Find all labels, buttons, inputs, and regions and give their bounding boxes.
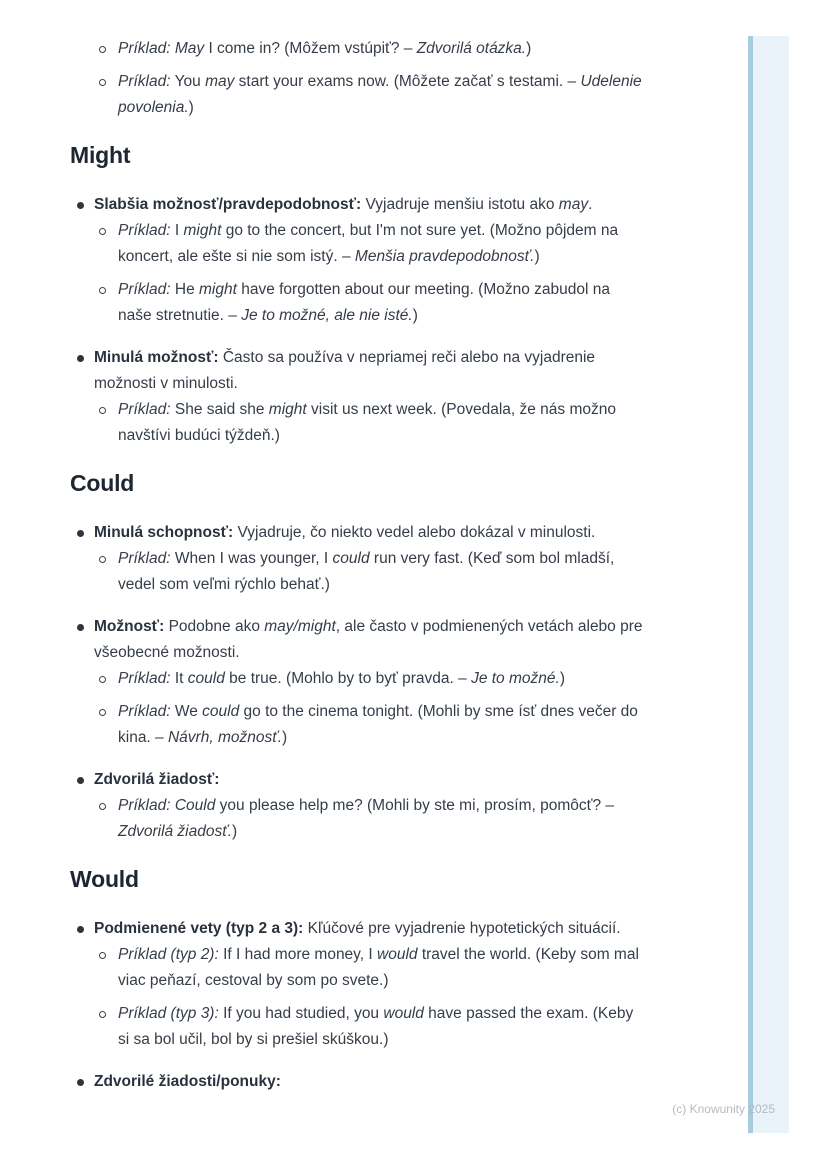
text-segment: have forgotten about our meeting. (Možno zabudol na naše stretnutie. –	[118, 281, 611, 324]
text-segment: Návrh, možnosť.	[167, 729, 283, 746]
disc-bullet-icon	[77, 1079, 84, 1086]
text-segment: you please help me? (Mohli by ste mi, prosím, pomôcť? –	[215, 797, 615, 814]
text-segment: have passed the exam. (Keby si sa bol učil, bol by si prešiel skúškou.)	[118, 1005, 634, 1048]
sub-bullet-text	[118, 1001, 645, 1053]
text-segment: )	[559, 670, 565, 687]
sub-bullet-text	[118, 699, 645, 751]
sub-bullet-list	[70, 942, 645, 1053]
bullet-row	[70, 614, 645, 666]
bullet-text	[94, 767, 645, 793]
bullet-item	[70, 916, 645, 1053]
text-segment: would	[383, 1005, 424, 1022]
sub-bullet-row	[70, 942, 645, 994]
text-segment: Príklad:	[118, 401, 171, 418]
text-segment: start your exams now. (Môžete začať s testami. –	[234, 73, 581, 90]
sub-bullet-item	[70, 942, 645, 994]
bullet-item	[70, 345, 645, 449]
disc-bullet-icon	[77, 355, 84, 362]
sub-bullet-row	[70, 36, 645, 62]
text-segment: Často sa používa v nepriamej reči alebo na vyjadrenie možnosti v minulosti.	[94, 349, 596, 392]
sub-bullet-item	[70, 699, 645, 751]
bullet-row	[70, 520, 645, 546]
sub-bullet-text	[118, 793, 645, 845]
bullet-list	[70, 916, 645, 1095]
sub-bullet-row	[70, 277, 645, 329]
circle-bullet-icon	[99, 709, 106, 716]
bullet-row	[70, 1069, 645, 1095]
text-segment: Príklad (typ 2):	[118, 946, 219, 963]
circle-bullet-icon	[99, 79, 106, 86]
sub-bullet-row	[70, 1001, 645, 1053]
text-segment: visit us next week. (Povedala, že nás možno navštívi budúci týždeň.)	[118, 401, 616, 444]
sub-bullet-item	[70, 397, 645, 449]
sub-bullet-text	[118, 277, 645, 329]
text-segment: Možnosť:	[94, 618, 165, 635]
text-segment: Podmienené vety (typ 2 a 3):	[94, 920, 304, 937]
text-segment: It	[170, 670, 188, 687]
bullet-list	[70, 520, 645, 845]
text-segment: I	[170, 222, 184, 239]
sub-bullet-row	[70, 397, 645, 449]
text-segment: Zdvorilé žiadosti/ponuky:	[94, 1073, 281, 1090]
scrollbar[interactable]	[748, 36, 789, 1133]
text-segment: Zdvorilá žiadosť.	[118, 823, 233, 840]
bullet-text	[94, 192, 645, 218]
text-segment: Vyjadruje, čo niekto vedel alebo dokázal v minulosti.	[233, 524, 596, 541]
text-segment: I come in? (Môžem vstúpiť? –	[204, 40, 417, 57]
text-segment: Príklad:	[118, 73, 171, 90]
bullet-text	[94, 916, 645, 942]
sub-bullet-text	[118, 942, 645, 994]
sub-bullet-item	[70, 666, 645, 692]
text-segment: If you had studied, you	[218, 1005, 384, 1022]
text-segment: might	[183, 222, 222, 239]
text-segment: Príklad:	[118, 550, 171, 567]
text-segment: He	[170, 281, 199, 298]
sub-bullet-row	[70, 699, 645, 751]
text-segment: may	[558, 196, 589, 213]
sub-bullet-list	[70, 666, 645, 751]
circle-bullet-icon	[99, 952, 106, 959]
sub-bullet-item	[70, 277, 645, 329]
text-segment: She said she	[170, 401, 269, 418]
text-segment: Príklad:	[118, 281, 171, 298]
text-segment: Slabšia možnosť/pravdepodobnosť:	[94, 196, 362, 213]
text-segment: , ale často v podmienených vetách alebo pre všeobecné možnosti.	[94, 618, 643, 661]
text-segment: Príklad (typ 3):	[118, 1005, 219, 1022]
sub-bullet-text	[118, 397, 645, 449]
sub-bullet-row	[70, 666, 645, 692]
text-segment: would	[377, 946, 418, 963]
text-segment: Vyjadruje menšiu istotu ako	[361, 196, 559, 213]
text-segment: could	[187, 670, 225, 687]
bullet-row	[70, 916, 645, 942]
text-segment: may	[205, 73, 235, 90]
text-segment: Je to možné, ale nie isté.	[241, 307, 413, 324]
circle-bullet-icon	[99, 287, 106, 294]
document-content	[70, 36, 645, 1095]
circle-bullet-icon	[99, 1011, 106, 1018]
text-segment: We	[170, 703, 203, 720]
text-segment: You	[170, 73, 206, 90]
text-segment: Príklad:	[118, 670, 171, 687]
sub-bullet-item	[70, 69, 645, 121]
section-heading-would: Would	[70, 866, 139, 892]
circle-bullet-icon	[99, 228, 106, 235]
disc-bullet-icon	[77, 926, 84, 933]
text-segment: Podobne ako	[164, 618, 265, 635]
text-segment: go to the cinema tonight. (Mohli by sme ísť dnes večer do kina. –	[118, 703, 638, 746]
text-segment: Príklad:	[118, 222, 171, 239]
bullet-row	[70, 192, 645, 218]
circle-bullet-icon	[99, 676, 106, 683]
sub-bullet-text	[118, 666, 645, 692]
text-segment: When I was younger, I	[170, 550, 333, 567]
sub-bullet-text	[118, 546, 645, 598]
sub-bullet-list	[70, 218, 645, 329]
sub-bullet-row	[70, 546, 645, 598]
text-segment: be true. (Mohlo by to byť pravda. –	[224, 670, 472, 687]
sub-bullet-text	[118, 69, 645, 121]
text-segment: go to the concert, but I'm not sure yet. (Možno pôjdem na koncert, ale ešte si nie som istý. –	[118, 222, 619, 265]
bullet-list	[70, 192, 645, 449]
text-segment: Príklad: May	[118, 40, 205, 57]
text-segment: Minulá schopnosť:	[94, 524, 234, 541]
text-segment: Príklad: Could	[118, 797, 216, 814]
bullet-text	[94, 345, 645, 397]
text-segment: may/might	[264, 618, 336, 635]
text-segment: Je to možné.	[471, 670, 560, 687]
sub-bullet-row	[70, 218, 645, 270]
text-segment: might	[268, 401, 307, 418]
disc-bullet-icon	[77, 624, 84, 631]
bullet-text	[94, 1069, 645, 1095]
sub-bullet-item	[70, 36, 645, 62]
sub-bullet-row	[70, 793, 645, 845]
text-segment: )	[188, 99, 194, 116]
text-segment: )	[282, 729, 288, 746]
text-segment: )	[526, 40, 532, 57]
circle-bullet-icon	[99, 46, 106, 53]
section-heading-could: Could	[70, 470, 135, 496]
text-segment: )	[534, 248, 540, 265]
sub-bullet-text	[118, 218, 645, 270]
bullet-item	[70, 520, 645, 598]
circle-bullet-icon	[99, 803, 106, 810]
sub-bullet-item	[70, 218, 645, 270]
bullet-row	[70, 345, 645, 397]
bullet-item	[70, 767, 645, 845]
sub-bullet-item	[70, 546, 645, 598]
text-segment: If I had more money, I	[218, 946, 378, 963]
sub-bullet-item	[70, 1001, 645, 1053]
text-segment: run very fast. (Keď som bol mladší, vedel som veľmi rýchlo behať.)	[118, 550, 615, 593]
text-segment: might	[199, 281, 237, 298]
text-segment: travel the world. (Keby som mal viac peňazí, cestoval by som po svete.)	[118, 946, 639, 989]
text-segment: Udelenie povolenia.	[118, 73, 642, 116]
sub-bullet-list	[70, 793, 645, 845]
copyright-watermark: (c) Knowunity 2025	[672, 1102, 775, 1116]
sub-bullet-item	[70, 793, 645, 845]
disc-bullet-icon	[77, 530, 84, 537]
sub-bullet-list	[70, 546, 645, 598]
sub-bullet-row	[70, 69, 645, 121]
circle-bullet-icon	[99, 556, 106, 563]
bullet-item	[70, 1069, 645, 1095]
text-segment: Zdvorilá žiadosť:	[94, 771, 220, 788]
bullet-text	[94, 520, 645, 546]
text-segment: )	[412, 307, 418, 324]
bullet-row	[70, 767, 645, 793]
text-segment: could	[202, 703, 240, 720]
circle-bullet-icon	[99, 407, 106, 414]
bullet-item	[70, 192, 645, 329]
bullet-item	[70, 614, 645, 751]
text-segment: Zdvorilá otázka.	[416, 40, 527, 57]
text-segment: .	[588, 196, 593, 213]
sub-bullet-list	[70, 397, 645, 449]
disc-bullet-icon	[77, 777, 84, 784]
section-heading-might: Might	[70, 142, 131, 168]
bullet-text	[94, 614, 645, 666]
disc-bullet-icon	[77, 202, 84, 209]
text-segment: Minulá možnosť:	[94, 349, 219, 366]
text-segment: could	[332, 550, 370, 567]
text-segment: Príklad:	[118, 703, 171, 720]
sub-bullet-text	[118, 36, 645, 62]
text-segment: )	[232, 823, 238, 840]
sub-bullet-list	[70, 36, 645, 121]
text-segment: Kľúčové pre vyjadrenie hypotetických situácií.	[303, 920, 621, 937]
text-segment: Menšia pravdepodobnosť.	[354, 248, 535, 265]
